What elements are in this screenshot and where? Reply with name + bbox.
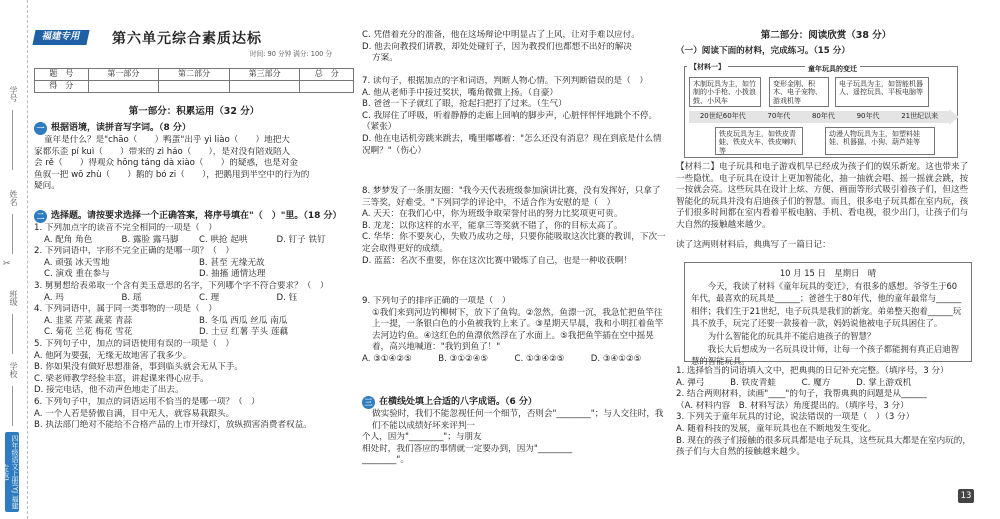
school-line: [12, 386, 13, 426]
name-label: 姓名: [9, 190, 18, 206]
question-3-head: 在横线处填上合适的八字成语。（6 分）: [379, 397, 537, 408]
q2-item-line: 3. 舅舅想给表弟取一个含有美玉意思的名字，下列哪个字不符合要求？（ ）: [34, 280, 329, 291]
series-badge: 四年级语文上册(YJ 福建专版): [5, 432, 19, 512]
score-cell: 第一部分: [88, 69, 159, 81]
q3-line: 相处时，我们答应的事情就一定要办到，因为"________: [362, 443, 573, 454]
question-8: [362, 186, 667, 267]
answer-option[interactable]: C. 哄抢 起哄: [199, 234, 248, 245]
q2-item-line: 1. 下列加点字的读音不完全相同的一项是（ ）: [34, 223, 217, 233]
q2-item-line: A. 一个人若是骄傲自满，目中无人，就容易栽跟头。: [34, 408, 235, 419]
q2-options-row: [34, 327, 354, 339]
score-table: [34, 68, 354, 93]
q3-line: ________"。: [362, 455, 409, 466]
score-input[interactable]: [229, 81, 300, 93]
question-2: [34, 210, 354, 432]
reading-question-line: 2. 结合两则材料，读画"____"的句子，我帮典典的问题是从______: [676, 389, 927, 400]
q2-options-row: [34, 316, 354, 328]
answer-option[interactable]: B. 瑶: [121, 292, 142, 303]
reading-question-line: A. 弹弓 B. 铁皮青蛙 C. 魔方 D. 掌上游戏机: [676, 377, 912, 388]
material-1-title: 童年玩具的变迁: [805, 63, 860, 75]
answer-option[interactable]: A. 顽强 冰天雪地: [44, 257, 110, 268]
q6-continued: [362, 30, 667, 65]
material-1-label: 【材料一】: [687, 61, 728, 73]
question-3: [362, 396, 667, 467]
timeline-bar: [689, 111, 949, 123]
toy-box: 动漫人物玩具为主，如塑料娃娃、机器猫、小狗、葫芦娃等: [825, 127, 935, 155]
q9-head: 9. 下列句子的排序正确的一项是（ ）: [362, 296, 511, 306]
material-2: 【材料二】电子玩具和电子游戏机早已经成为孩子们的娱乐新宠。这也带来了一些隐忧。电子玩具在设计上更加智能化，抽一抽就会唱、摇一摇就会跳，按一按就会亮。这些玩具在设计上炫、方便、画面等形式吸引着孩子们，但这些智能化的玩具并没有启迪孩子们的智慧。而且，很多电子玩具都在室内玩，孩子们很多时间都在室内看着平板电脑、手机、看电视，很少出门，让孩子们与大自然的接触越来越少。: [676, 162, 969, 230]
diary-line: 为什么智能化的玩具并不能启迪孩子的智慧？: [707, 331, 876, 342]
q2-options-row: [34, 269, 354, 281]
answer-option[interactable]: C. 菊花 兰花 梅花 雪花: [44, 327, 133, 338]
q2-item-line: D. 接完电话，他不动声色地走了出去。: [34, 385, 184, 396]
answer-option[interactable]: A. 玛: [44, 292, 64, 303]
score-cell: 第三部分: [229, 69, 300, 81]
option-line: 方案。: [372, 53, 398, 64]
q8-head: 8. 梦梦发了一条朋友圈："我今天代表班级参加演讲比赛，没有发挥好，只拿了三等奖，好难受。"下列同学的评论中，不适合作为安慰的是（ ）: [362, 186, 661, 208]
binding-strip: [0, 0, 28, 519]
score-input[interactable]: [159, 81, 230, 93]
q3-line: 做实验时，我们不能忽视任何一个细节，否则会"________"；与人交往时，我们不能以成绩好坏来评判一: [372, 409, 664, 431]
toy-box: 电子玩具为主，如智能机器人、遥控玩具、平板电脑等: [835, 77, 929, 107]
timeline-label: 90年代: [856, 112, 880, 121]
answer-option[interactable]: B. 甚至 无缘无故: [199, 257, 265, 268]
option-line: D. 他在电话机旁跳来跳去，嘴里嘟嘟着："怎么还没有消息？现在到底是什么情况啊？"（伤心）: [362, 133, 662, 156]
q3-line: 个人，因为"________"；与朋友: [362, 432, 482, 443]
q2-item-line: 6. 下列句子中，加点的词语运用不恰当的是哪一项？（ ）: [34, 396, 260, 407]
score-input[interactable]: [88, 81, 159, 93]
timeline-label: 20世纪60年代: [699, 112, 746, 121]
option-c[interactable]: C. ①③④②⑤: [514, 353, 565, 364]
question-7: [362, 76, 667, 157]
answer-option[interactable]: B. 冬瓜 西瓜 丝瓜 南瓜: [199, 315, 288, 326]
option-line: B. 爸爸一下子就红了眼，抢起扫把打了过来。（生气）: [362, 99, 567, 110]
score-cell: 得 分: [35, 81, 89, 93]
reading-questions: [676, 366, 976, 459]
question-1-head: 根据语境，读拼音写字词。（8 分）: [51, 123, 191, 134]
answer-option[interactable]: A. 配角 角色: [44, 234, 93, 245]
q2-options-row: [34, 258, 354, 270]
q2-item-line: 5. 下列句子中，加点的词语使用有误的一项是（ ）: [34, 338, 234, 349]
reading-question-line: （A. 材料内容 B. 材料写法）角度提出的。（填序号，3 分）: [676, 400, 909, 411]
diary-intro: 读了这两则材料后，典典写了一篇日记：: [676, 240, 831, 250]
page-title: 第六单元综合素质达标: [112, 31, 262, 47]
q2-item-line: B. 你如果没有做好思想准备，事到临头就会无从下手。: [34, 362, 244, 373]
reading-question-line: A. 随着科技的发展，童年玩具也在不断地发生变化。: [676, 423, 877, 434]
school-label: 学校: [9, 362, 18, 378]
question-number-badge: 一: [34, 122, 47, 135]
q2-options-row: [34, 293, 354, 305]
name-line: [12, 214, 13, 254]
answer-option[interactable]: D. 抽搐 通情达理: [199, 269, 266, 280]
diary-line: 相伴；我们生于21世纪，电子玩具是我们的新宠。弟弟整天抱着______玩具不放手，玩完了还要一款接着一款，妈妈说他被电子玩具困住了。: [691, 305, 962, 329]
score-cell: 题 号: [35, 69, 89, 81]
q1-line: 童年是什么？是"chāo（ ）鸭蛋"出乎 yì liào（ ）地把大: [44, 135, 290, 145]
diary-date: 10 月 15 日 星期日 晴: [779, 268, 877, 278]
answer-option[interactable]: C. 理: [199, 292, 220, 303]
q1-line: 家都乐歪 pí kuì（ ）带来的 zì háo（ ），是对没有陪戏陪人: [34, 146, 291, 157]
region-tag: 福建专用: [32, 30, 89, 45]
page-number: 13: [958, 489, 974, 503]
class-line: [12, 314, 13, 354]
score-input[interactable]: [300, 81, 354, 93]
answer-option[interactable]: B. 露脸 露马脚: [121, 234, 179, 245]
q2-items: [34, 223, 354, 432]
question-1: [34, 122, 354, 193]
part1-title: 第一部分：积累运用（32 分）: [128, 106, 260, 117]
diary-box: [684, 262, 972, 367]
score-header-row: [35, 69, 354, 81]
toy-box: 变形金刚、积木、电子宠物、游戏机等: [769, 77, 829, 107]
part2-subtitle: （一）阅读下面的材料，完成练习。（15 分）: [676, 46, 850, 56]
student-id-line: [12, 110, 13, 170]
score-cell: 总 分: [300, 69, 354, 81]
timeline-label: 21世纪以来: [901, 112, 939, 121]
question-9: [362, 296, 667, 366]
option-line: A. 天天：在我们心中，你为班级争取荣誉付出的努力比奖项更可贵。: [362, 209, 623, 220]
option-line: C. 我屏住了呼吸，听着静静的走廊上回响的脚步声，心脏怦怦怦地跳个不停。（紧张）: [362, 110, 658, 133]
option-line: C. 华华：你不要灰心，失败乃成功之母，只要你能吸取这次比赛的教训，下次一定会取得更好的成绩。: [362, 232, 666, 254]
toy-box: 木制玩具为主，如竹制的小手枪、小拨浪鼓、小风车: [689, 77, 761, 107]
column-1: [34, 0, 354, 519]
q1-line: 鱼叙一把 wō zhù（ ）鹅的 bó zi（ ），把鹅甩到半空中的行为的: [34, 169, 310, 180]
answer-option[interactable]: D. 土豆 红薯 芋头 莲藕: [199, 327, 289, 338]
exam-meta: 时间: 90 分钟 满分: 100 分: [250, 50, 333, 58]
answer-option[interactable]: A. 韭菜 芹菜 蔬菜 青蒜: [44, 315, 133, 326]
option-a[interactable]: A. ③①④②⑤: [362, 353, 412, 364]
timeline-label: 70年代: [767, 112, 791, 121]
q2-options-row: [34, 235, 354, 247]
q2-item-line: B. 执法部门绝对不能给不合格产品的上市开绿灯，放纵损害消费者权益。: [34, 420, 312, 431]
column-2: [362, 0, 667, 519]
diary-line: 今天，我读了材料《童年玩具的变迁》，有很多的感想。爷爷生于60年代，最喜欢的玩具是______；爸爸生于80年代，他的童年最常与______: [691, 280, 962, 304]
q2-item-line: 2. 下列词语中，字形不完全正确的是哪一项？（ ）: [34, 246, 234, 257]
score-cell: 第二部分: [159, 69, 230, 81]
option-line: C. 凭借着充分的准备，他在这场辩论中明显占了上风，让对手难以应付。: [362, 30, 640, 40]
q1-line: 疑问。: [34, 181, 60, 192]
q2-item-line: C. 梁老师教学经验丰富，讲起课来得心应手。: [34, 373, 209, 384]
q9-options: [362, 354, 667, 366]
q2-item-line: 4. 下列词语中，属于同一类事物的一项是（ ）: [34, 304, 217, 315]
question-2-head: 选择题。请按要求选择一个正确答案，将序号填在"（ ）"里。（18 分）: [51, 211, 342, 222]
option-d[interactable]: D. ③④①②⑤: [590, 353, 642, 364]
option-line: D. 蓝蓝：名次不重要，你在这次比赛中锻炼了自己，也是一种收获啊！: [362, 255, 632, 266]
question-number-badge: 二: [34, 210, 47, 223]
student-id-label: 学号: [9, 86, 18, 102]
option-line: B. 龙龙：以你这样的水平，能拿三等奖就不错了，你的目标太高了。: [362, 220, 623, 231]
q1-line: 会 rě（ ）得观众 hōng táng dà xiào（ ）的疑惑，也是对金: [34, 158, 299, 169]
reading-question-line: 1. 选择恰当的词语填入文中，把典典的日记补充完整。（填序号，3 分）: [676, 366, 949, 376]
part2-title: 第二部分：阅读欣赏（38 分）: [760, 30, 892, 41]
timeline-arrow-icon: [949, 109, 959, 125]
timeline-label: 80年代: [811, 112, 835, 121]
scissor-icon: ✂: [3, 259, 11, 269]
toy-box: 铁皮玩具为主，如铁皮青蛙、铁皮火车、铁皮喇叭等: [715, 127, 803, 155]
reading-question-line: 3. 下列关于童年玩具的讨论，说法错误的一项是（ ）（3 分）: [676, 412, 915, 423]
class-label: 班级: [9, 290, 18, 306]
q2-item-line: A. 他阿为要强，无缘无故地害了我多少。: [34, 350, 192, 361]
option-b[interactable]: B. ③①②④⑤: [438, 353, 489, 364]
answer-option[interactable]: D. 钰: [276, 292, 298, 303]
option-line: D. 他去向教授们请教，却处处碰钉子，因为教授们也都想不出好的解决: [362, 41, 632, 52]
diary-line: 我长大后想成为一名玩具设计师，让每一个孩子都能拥有真正启迪智慧的智能玩具。: [691, 343, 960, 367]
column-3: [676, 0, 976, 519]
question-number-badge: 三: [362, 396, 375, 409]
answer-option[interactable]: D. 钉子 铁钉: [276, 234, 326, 245]
q9-body: ①我们来到河边钓柳树下，放下了鱼钩。②忽然，鱼漂一沉，我急忙把鱼竿往上一提，一条银白色的小鱼被我钓上来了。③星期天早晨，我和小明扛着鱼竿去河边钓鱼。④这红色的鱼漂依然浮在了水面上。⑤我把鱼竿插在空中摇晃着，高兴地喊道："我钓到鱼了！": [372, 307, 664, 353]
material-1-box: [684, 63, 958, 158]
answer-option[interactable]: C. 演戏 重在参与: [44, 269, 110, 280]
reading-question-line: B. 现在的孩子们接触的很多玩具都是电子玩具，这些玩具大都是在室内玩的，孩子们与大自然的接触越来越少。: [676, 435, 971, 458]
q7-head: 7. 读句子，根据加点的字和词语，判断人物心情。下列判断错误的是（ ）: [362, 76, 648, 86]
option-line: A. 他从老师手中接过奖状，嘴角微微上扬。（自豪）: [362, 87, 558, 98]
score-value-row: [35, 81, 354, 93]
